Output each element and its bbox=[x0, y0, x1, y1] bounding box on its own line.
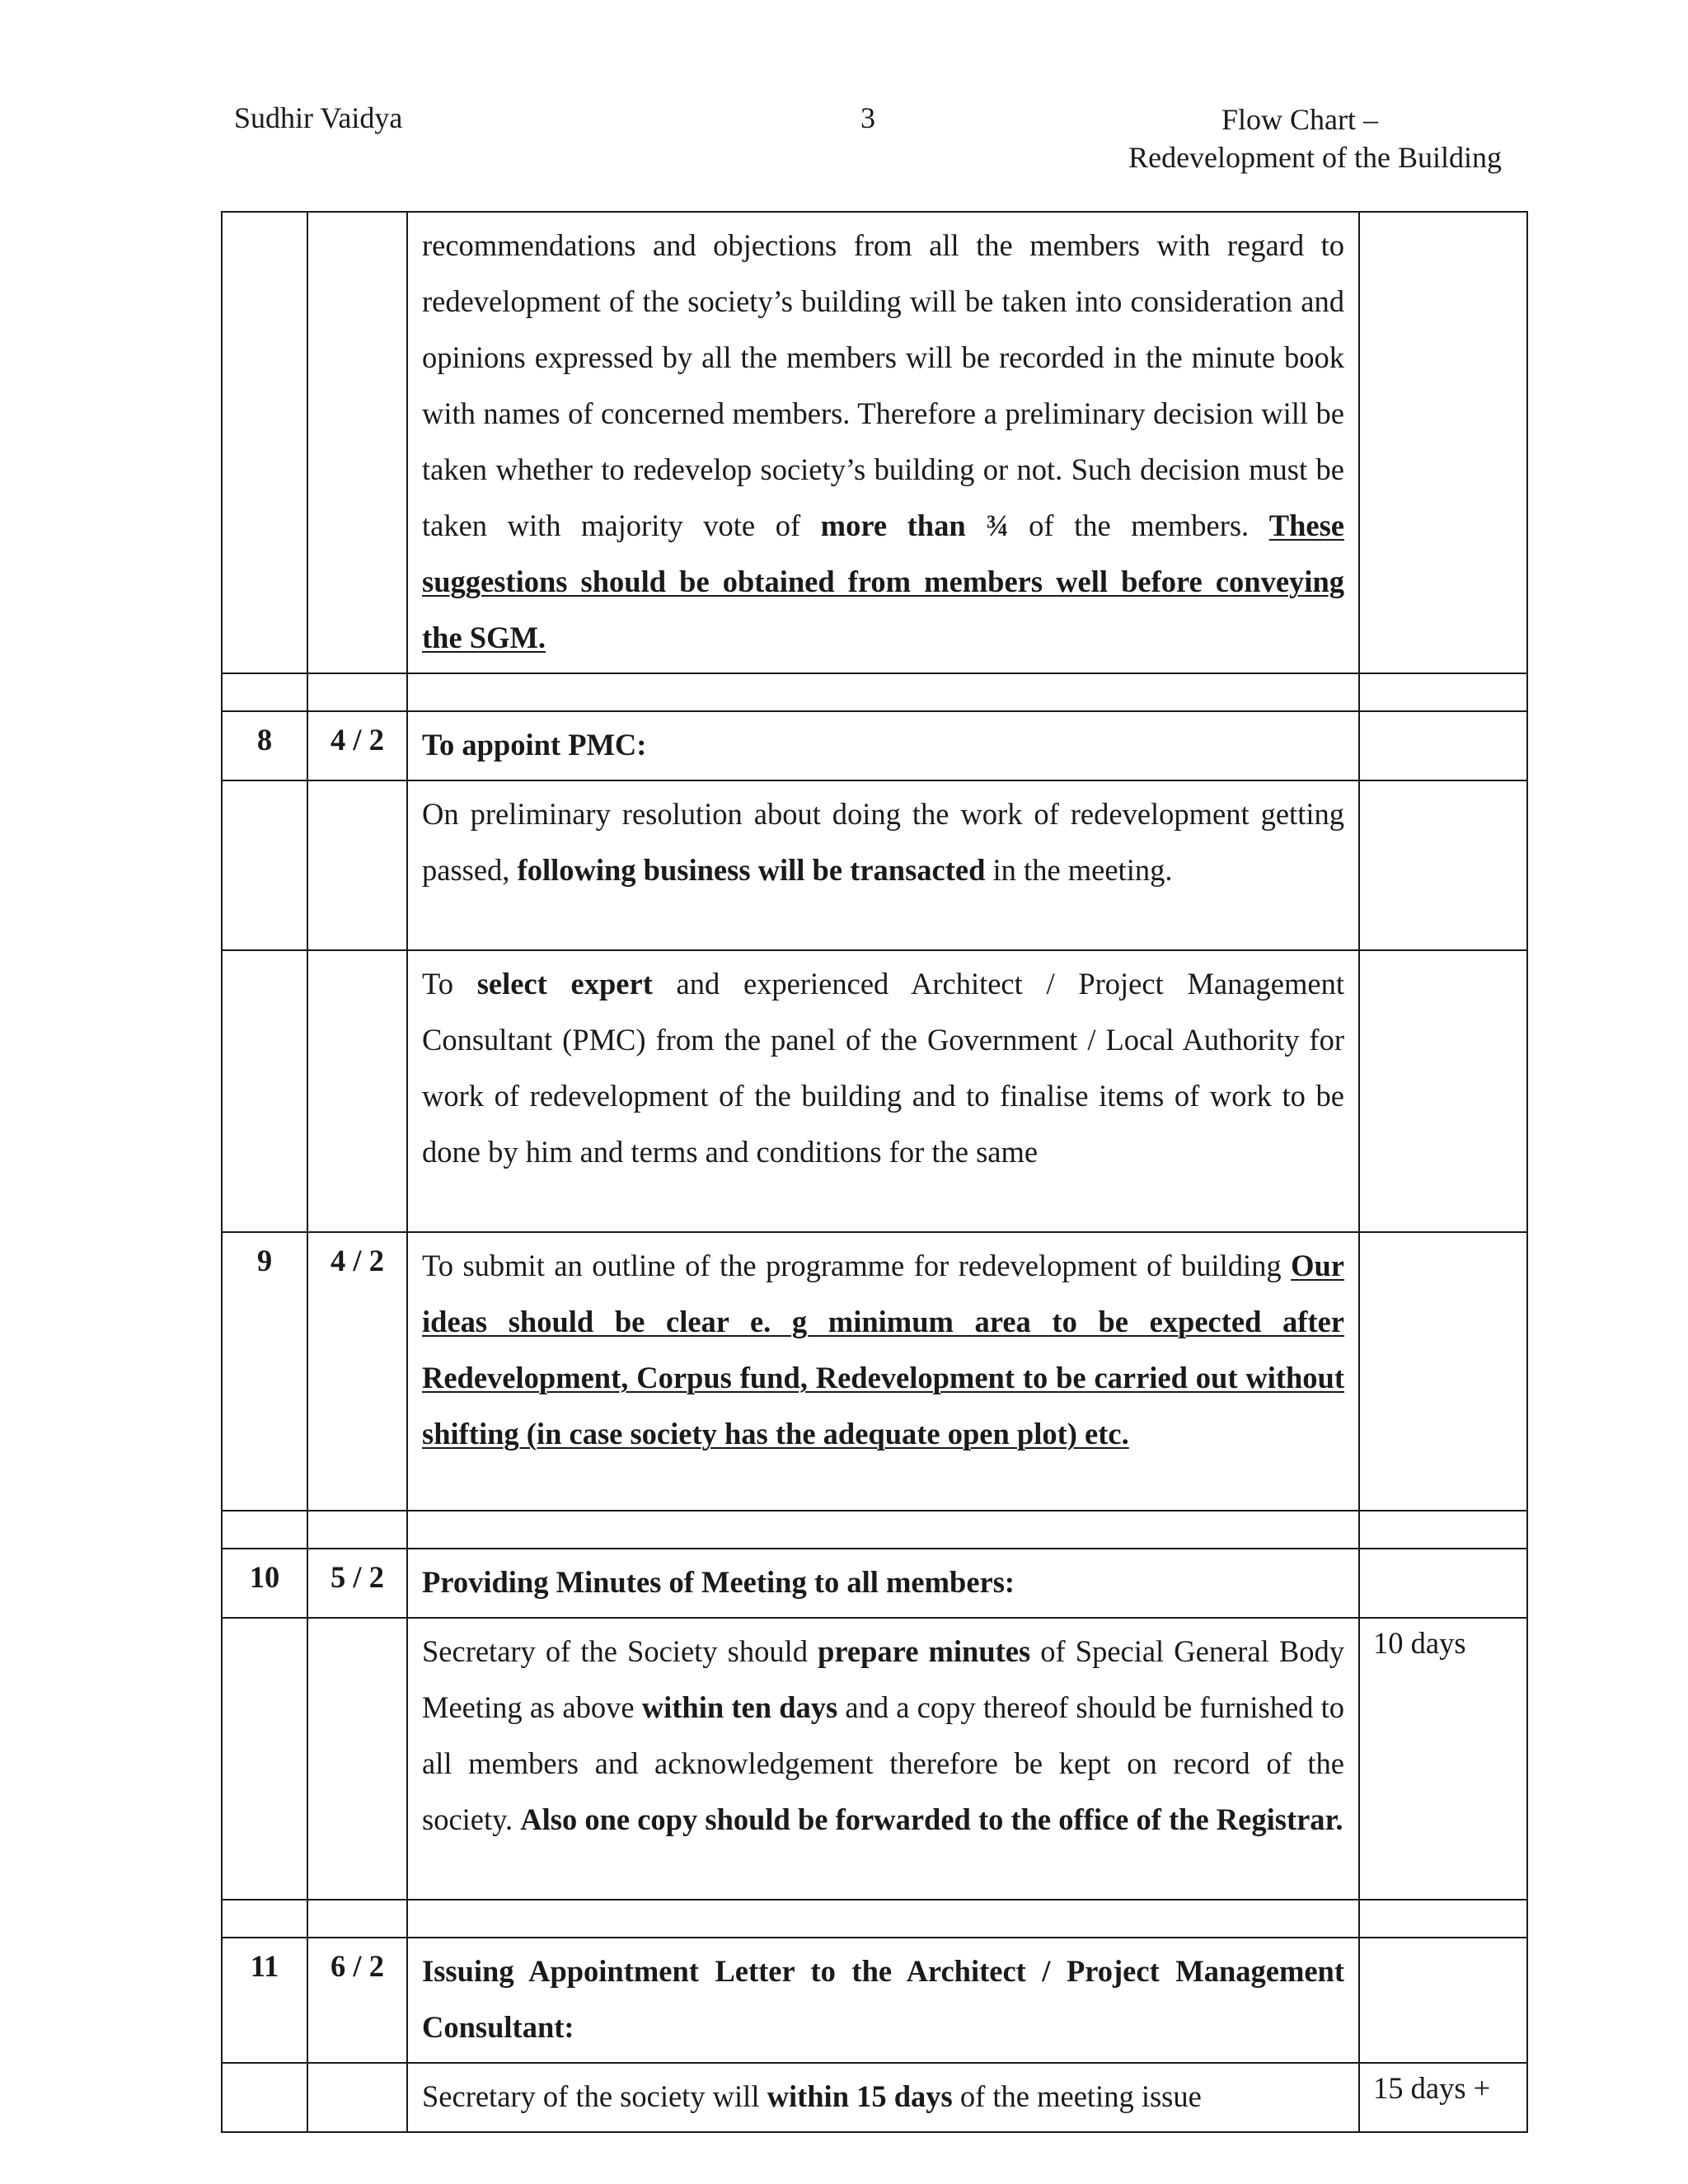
description-cell bbox=[407, 1618, 1359, 1900]
description-cell bbox=[407, 2063, 1359, 2132]
page-header bbox=[0, 0, 1688, 206]
spacer-row bbox=[222, 1900, 1527, 1938]
reference-cell: 5 / 2 bbox=[307, 1549, 407, 1618]
spacer-row bbox=[222, 1511, 1527, 1549]
table-row bbox=[222, 1232, 1527, 1511]
reference-cell bbox=[307, 2063, 407, 2132]
table-row bbox=[222, 1549, 1527, 1618]
time-cell bbox=[1359, 1549, 1527, 1618]
text-run: To bbox=[422, 967, 477, 1001]
bold-text: prepare minutes bbox=[818, 1634, 1031, 1668]
text-run: recommendations and objections from all the members with regard to redevelopment of the society’s building will be taken into consideration and opinions expressed by all the members will be recorded in the minute book with names of concerned members. Therefore a preliminary decision will be taken whether to redevelop society’s building or not. Such decision must be taken with majority vote of bbox=[422, 228, 1344, 542]
table-row bbox=[222, 711, 1527, 780]
step-heading: To appoint PMC: bbox=[422, 728, 647, 762]
time-cell bbox=[1359, 950, 1527, 1232]
step-number-cell: 8 bbox=[222, 711, 307, 780]
time-cell bbox=[1359, 1232, 1527, 1511]
description-cell bbox=[407, 1232, 1359, 1511]
time-cell: 15 days + bbox=[1359, 2063, 1527, 2132]
spacer-row bbox=[222, 673, 1527, 711]
step-number-cell: 9 bbox=[222, 1232, 307, 1511]
text-run: To submit an outline of the programme for redevelopment of building bbox=[422, 1249, 1292, 1282]
text-run: of the meeting issue bbox=[952, 2079, 1202, 2113]
header-page-number: 3 bbox=[860, 101, 875, 134]
bold-text: Also one copy should be forwarded to the office of the Registrar. bbox=[520, 1802, 1343, 1836]
description-cell bbox=[407, 780, 1359, 950]
reference-cell: 6 / 2 bbox=[307, 1938, 407, 2063]
description-text bbox=[422, 218, 1344, 666]
text-run: of Special General Body Meeting as above bbox=[422, 1634, 1344, 1724]
time-cell: 10 days bbox=[1359, 1618, 1527, 1900]
description-text bbox=[422, 2069, 1344, 2125]
header-title-line1: Flow Chart – bbox=[1221, 103, 1378, 136]
reference-cell: 4 / 2 bbox=[307, 1232, 407, 1511]
bold-text: select expert bbox=[476, 967, 653, 1001]
time-cell bbox=[1359, 1938, 1527, 2063]
text-run: On preliminary resolution about doing the work of redevelopment getting passed, bbox=[422, 797, 1344, 887]
step-number-cell: 11 bbox=[222, 1938, 307, 2063]
step-number-cell bbox=[222, 950, 307, 1232]
text-run: Secretary of the society will bbox=[422, 2079, 767, 2113]
description-cell bbox=[407, 711, 1359, 780]
table-row bbox=[222, 212, 1527, 673]
reference-cell bbox=[307, 1618, 407, 1900]
description-text bbox=[422, 1624, 1344, 1848]
time-cell bbox=[1359, 780, 1527, 950]
bold-underlined-text: These suggestions should be obtained from members well before conveying the SGM. bbox=[422, 509, 1344, 654]
table-row bbox=[222, 780, 1527, 950]
step-number-cell bbox=[222, 2063, 307, 2132]
reference-cell bbox=[307, 950, 407, 1232]
text-run: of the members. bbox=[1008, 509, 1269, 542]
step-heading: Providing Minutes of Meeting to all members: bbox=[422, 1565, 1015, 1599]
text-run: Secretary of the Society should bbox=[422, 1634, 818, 1668]
table-row bbox=[222, 1618, 1527, 1900]
step-heading: Issuing Appointment Letter to the Architect / Project Management Consultant: bbox=[422, 1954, 1344, 2044]
time-cell bbox=[1359, 711, 1527, 780]
description-text bbox=[422, 786, 1344, 898]
text-run: and experienced Architect / Project Management Consultant (PMC) from the panel of the Government / Local Authority for work of redevelopment of the building and to finalise items of work to be done by him and terms and conditions for the same bbox=[422, 967, 1344, 1169]
description-text bbox=[422, 956, 1344, 1180]
step-number-cell bbox=[222, 1618, 307, 1900]
text-run: and a copy thereof should be furnished to all members and acknowledgement therefore be kept on record of the society. bbox=[422, 1690, 1344, 1836]
table-row bbox=[222, 950, 1527, 1232]
bold-text: following business will be transacted bbox=[517, 853, 986, 887]
header-author: Sudhir Vaidya bbox=[234, 101, 403, 134]
table-row bbox=[222, 2063, 1527, 2132]
bold-underlined-text: Our ideas should be clear e. g minimum area to be expected after Redevelopment, Corpus fund, Redevelopment to be carried out without shifting (in case society has the adequate open plot) etc. bbox=[422, 1249, 1344, 1451]
table-row bbox=[222, 1938, 1527, 2063]
reference-cell: 4 / 2 bbox=[307, 711, 407, 780]
time-cell bbox=[1359, 212, 1527, 673]
header-title bbox=[925, 101, 1502, 176]
text-run: in the meeting. bbox=[985, 853, 1173, 887]
description-cell bbox=[407, 1938, 1359, 2063]
reference-cell bbox=[307, 212, 407, 673]
description-text bbox=[422, 1238, 1344, 1462]
step-number-cell bbox=[222, 212, 307, 673]
reference-cell bbox=[307, 780, 407, 950]
step-number-cell: 10 bbox=[222, 1549, 307, 1618]
description-cell bbox=[407, 212, 1359, 673]
flow-chart-table bbox=[221, 211, 1528, 2133]
bold-text: within 15 days bbox=[767, 2079, 953, 2113]
step-number-cell bbox=[222, 780, 307, 950]
description-cell bbox=[407, 1549, 1359, 1618]
bold-text: more than ¾ bbox=[820, 509, 1009, 542]
description-cell bbox=[407, 950, 1359, 1232]
bold-text: within ten days bbox=[641, 1690, 838, 1724]
header-title-line2: Redevelopment of the Building bbox=[1128, 141, 1502, 174]
